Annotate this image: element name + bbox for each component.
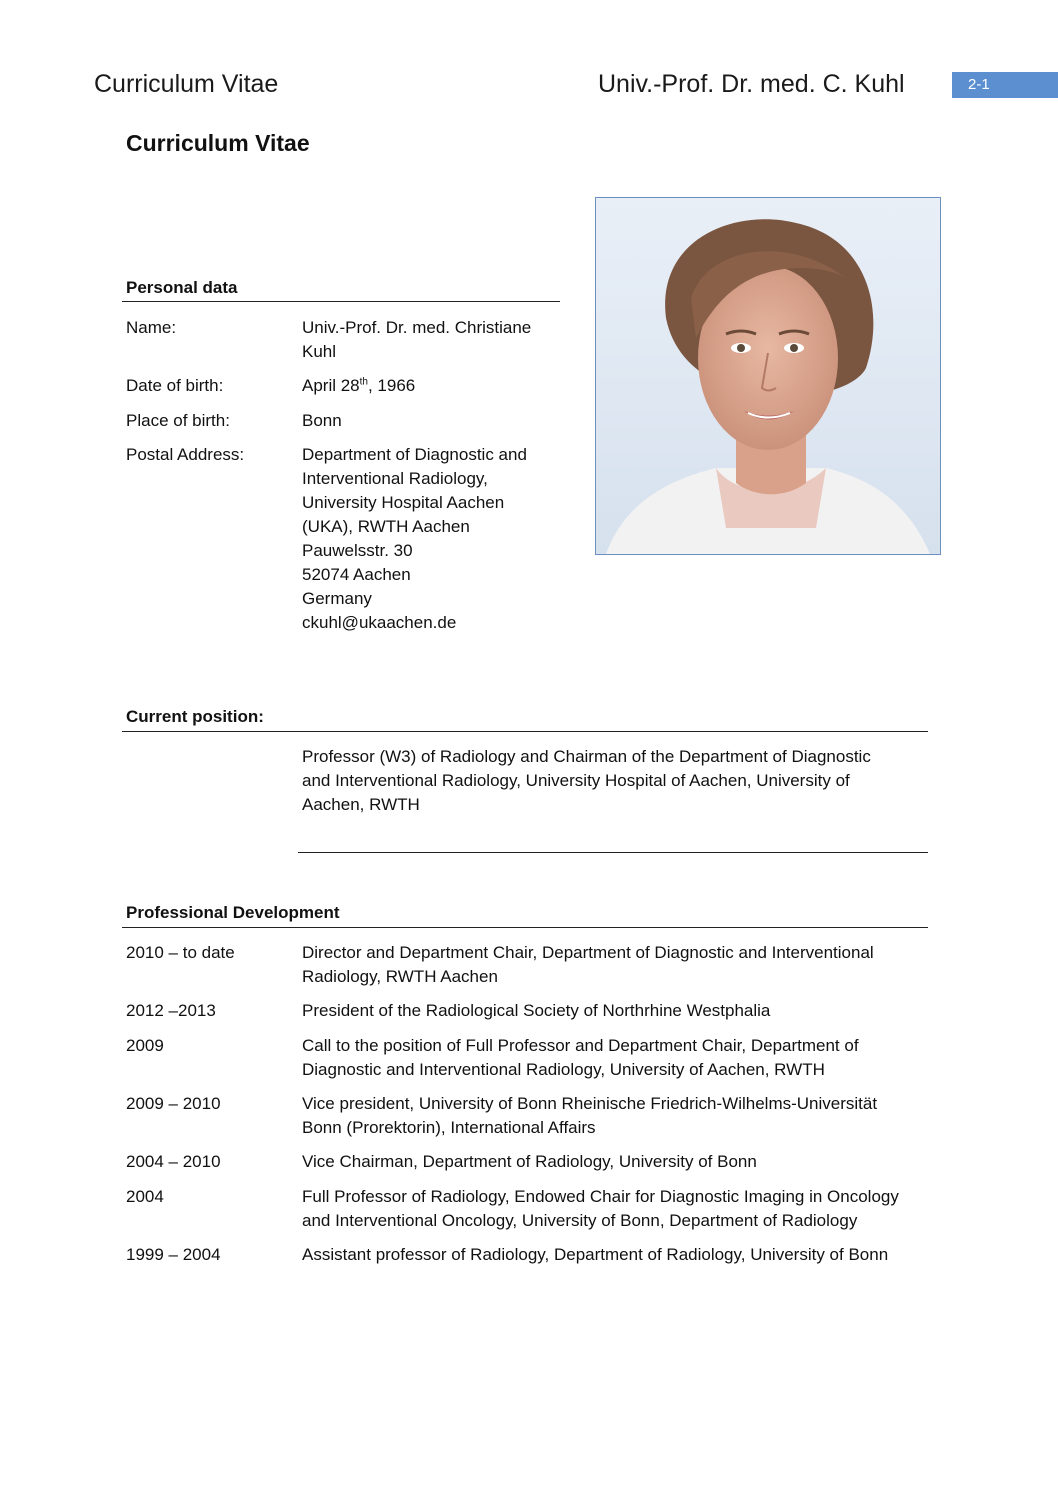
current-position-line: Aachen, RWTH [302,795,420,814]
dob-value [302,374,415,398]
running-header-right: Univ.-Prof. Dr. med. C. Kuhl [598,70,905,98]
pob-label: Place of birth: [126,411,230,430]
entry-line: Vice Chairman, Department of Radiology, University of Bonn [302,1152,757,1171]
name-line: Kuhl [302,342,337,361]
current-position-line: Professor (W3) of Radiology and Chairman of the Department of Diagnostic [302,747,871,766]
address-line: Department of Diagnostic and [302,445,527,464]
current-position-text [302,745,871,817]
entry-period: 2009 – 2010 [126,1094,221,1113]
entry-period: 2012 –2013 [126,1001,216,1020]
name-label: Name: [126,318,177,337]
address-line: (UKA), RWTH Aachen [302,517,470,536]
entry-description [302,999,770,1023]
entry-line: Vice president, University of Bonn Rheinische Friedrich-Wilhelms-Universität [302,1094,878,1113]
dob-ordinal: th [359,376,368,388]
running-header-left: Curriculum Vitae [94,70,279,98]
entry-period: 1999 – 2004 [126,1245,221,1264]
current-position-bottom-rule [298,852,928,853]
entry-line: Diagnostic and Interventional Radiology, University of Aachen, RWTH [302,1060,825,1079]
current-position-line: and Interventional Radiology, University Hospital of Aachen, University of [302,771,850,790]
portrait-photo [595,197,941,555]
address-line: Interventional Radiology, [302,469,488,488]
personal-data-heading: Personal data [126,278,238,297]
entry-description [302,1092,877,1140]
entry-period: 2009 [126,1036,164,1055]
name-value [302,316,531,364]
address-line: Pauwelsstr. 30 [302,541,413,560]
entry-line: Call to the position of Full Professor and Department Chair, Department of [302,1036,859,1055]
dob-month: April 28 [302,376,360,395]
personal-data-rule [122,301,560,302]
entry-line: Full Professor of Radiology, Endowed Chair for Diagnostic Imaging in Oncology [302,1187,899,1206]
pob-value: Bonn [302,411,342,430]
professional-development-rule [122,927,928,928]
name-line: Univ.-Prof. Dr. med. Christiane [302,318,532,337]
email-link[interactable]: ckuhl@ukaachen.de [302,613,457,632]
entry-period: 2010 – to date [126,943,235,962]
document-title: Curriculum Vitae [126,130,310,156]
address-label: Postal Address: [126,445,245,464]
entry-line: Assistant professor of Radiology, Department of Radiology, University of Bonn [302,1245,889,1264]
entry-description [302,1185,899,1233]
address-line: 52074 Aachen [302,565,411,584]
current-position-rule [122,731,928,732]
entry-line: Director and Department Chair, Department of Diagnostic and Interventional [302,943,874,962]
entry-description [302,1150,757,1174]
portrait-illustration [596,198,940,554]
address-line: Germany [302,589,372,608]
current-position-heading: Current position: [126,707,264,726]
entry-period: 2004 – 2010 [126,1152,221,1171]
entry-line: President of the Radiological Society of Northrhine Westphalia [302,1001,771,1020]
entry-description [302,941,874,989]
entry-period: 2004 [126,1187,164,1206]
address-line: University Hospital Aachen [302,493,505,512]
entry-line: Bonn (Prorektorin), International Affairs [302,1118,596,1137]
dob-label: Date of birth: [126,376,224,395]
address-value [302,443,527,635]
page-number-badge: 2-1 [952,72,1058,98]
entry-line: Radiology, RWTH Aachen [302,967,498,986]
entry-description [302,1243,888,1267]
entry-description [302,1034,859,1082]
professional-development-heading: Professional Development [126,903,340,922]
dob-year: , 1966 [367,376,416,395]
entry-line: and Interventional Oncology, University of Bonn, Department of Radiology [302,1211,858,1230]
